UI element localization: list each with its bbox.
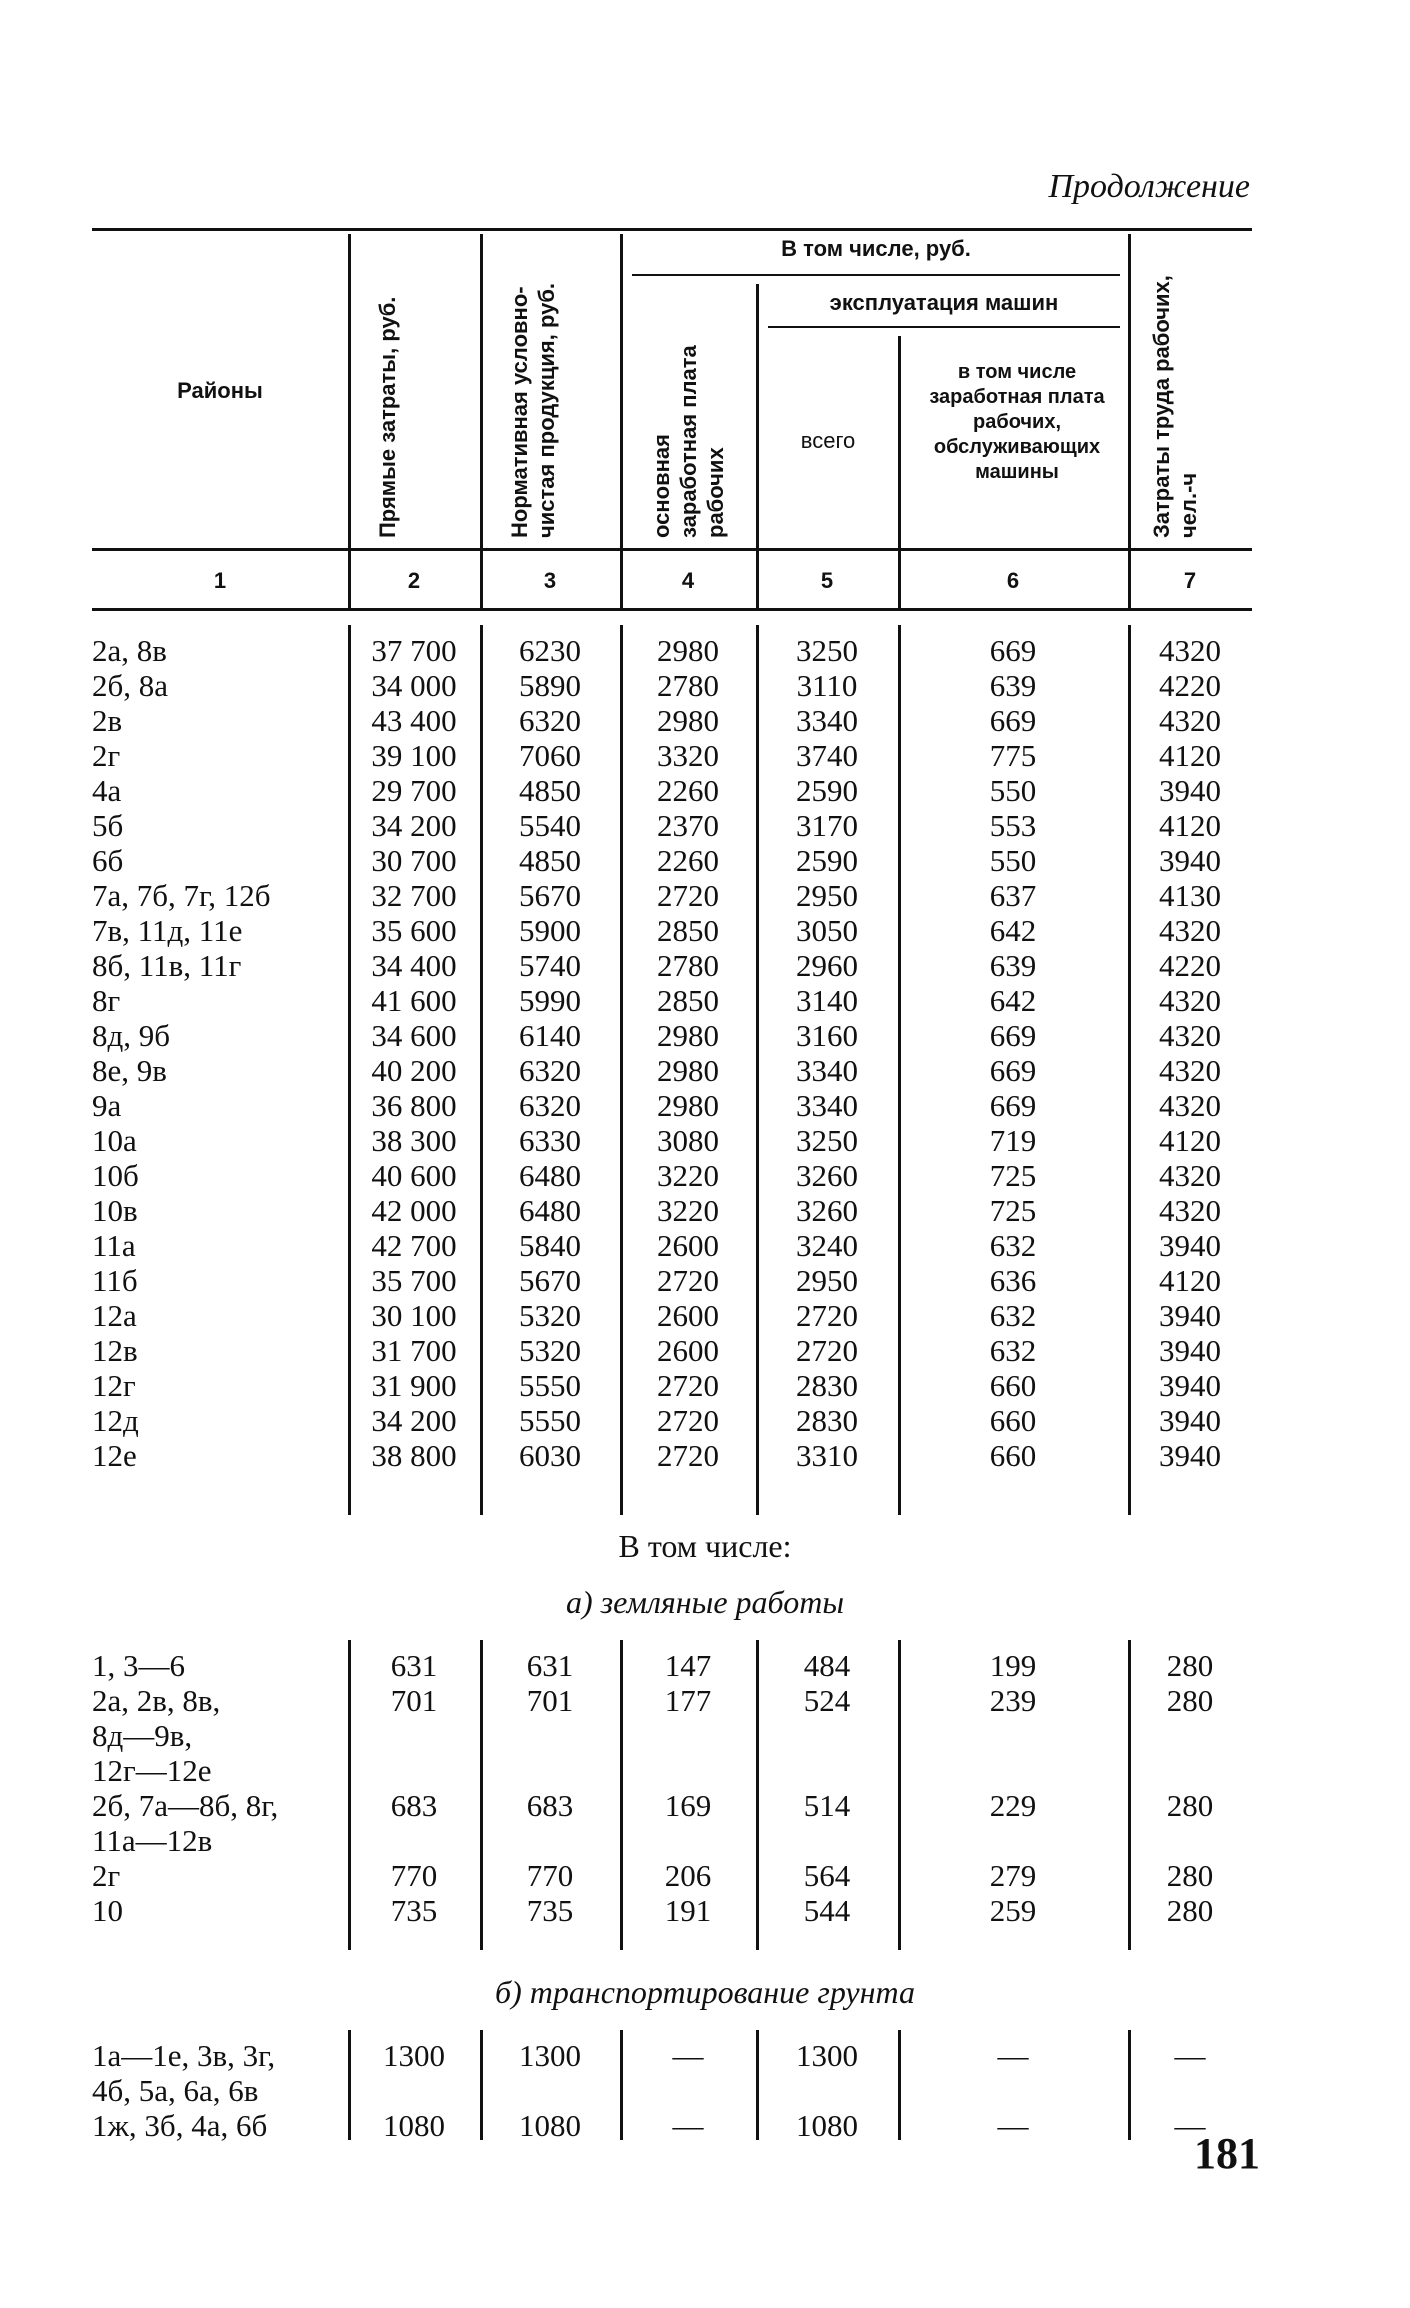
value-cell: 30 100 (371, 1298, 457, 1333)
region-cell: 12а (92, 1298, 137, 1333)
value-cell: 3940 (1159, 773, 1221, 808)
value-cell: 6480 (519, 1193, 581, 1228)
value-cell: 3250 (796, 1123, 858, 1158)
region-cell: 12е (92, 1438, 137, 1473)
region-cell: 11а (92, 1228, 136, 1263)
column-number: 6 (1006, 568, 1020, 593)
value-cell: 3940 (1159, 1228, 1221, 1263)
value-cell: 3050 (796, 913, 858, 948)
value-cell: 6230 (519, 633, 581, 668)
value-cell: 3740 (796, 738, 858, 773)
value-cell: 2850 (657, 983, 719, 1018)
column-number: 3 (543, 568, 557, 593)
value-cell: 280 (1166, 1683, 1214, 1718)
value-cell: 735 (390, 1893, 438, 1928)
value-cell: 4850 (519, 843, 581, 878)
region-cell: 2г (92, 1858, 121, 1893)
value-cell: 38 300 (371, 1123, 457, 1158)
column-number: 5 (820, 568, 834, 593)
value-cell: 6320 (519, 1053, 581, 1088)
value-cell: 2590 (796, 843, 858, 878)
value-cell: 3340 (796, 1053, 858, 1088)
value-cell: 35 700 (371, 1263, 457, 1298)
value-cell: 636 (989, 1263, 1037, 1298)
table-row (92, 1053, 1252, 1088)
value-cell: 280 (1166, 1858, 1214, 1893)
value-cell: 2780 (657, 668, 719, 703)
value-cell: 3220 (657, 1193, 719, 1228)
header-group: В том числе, руб. (781, 236, 971, 261)
value-cell: 3310 (796, 1438, 858, 1473)
value-cell: 2830 (796, 1403, 858, 1438)
value-cell: 31 700 (371, 1333, 457, 1368)
value-cell: 199 (989, 1648, 1037, 1683)
header-net-product: Нормативная условно-чистая продукция, руб. (507, 282, 559, 538)
header-machine-operation: эксплуатация машин (829, 290, 1059, 315)
value-cell: 524 (803, 1683, 851, 1718)
region-cell: 8д—9в, (92, 1718, 193, 1753)
value-cell: 735 (526, 1893, 574, 1928)
value-cell: 3260 (796, 1158, 858, 1193)
value-cell: 660 (989, 1403, 1037, 1438)
value-cell: 683 (390, 1788, 438, 1823)
value-cell: 4120 (1159, 1263, 1221, 1298)
region-cell: 10б (92, 1158, 139, 1193)
value-cell: 3940 (1159, 1368, 1221, 1403)
value-cell: 4320 (1159, 983, 1221, 1018)
value-cell: 5550 (519, 1368, 581, 1403)
table-row (92, 1263, 1252, 1298)
region-cell: 11б (92, 1263, 138, 1298)
value-cell: 3340 (796, 1088, 858, 1123)
region-cell: 7а, 7б, 7г, 12б (92, 878, 271, 913)
value-cell: 642 (989, 913, 1037, 948)
value-cell: 2600 (657, 1298, 719, 1333)
value-cell: 42 700 (371, 1228, 457, 1263)
region-cell: 4а (92, 773, 122, 808)
header-operator-wage: в том числе заработная плата рабочих, обслуживающих машины (929, 361, 1105, 483)
value-cell: 5990 (519, 983, 581, 1018)
value-cell: 147 (664, 1648, 712, 1683)
value-cell: 632 (989, 1298, 1037, 1333)
value-cell: 775 (989, 738, 1037, 773)
value-cell: 4320 (1159, 1158, 1221, 1193)
including-label: В том числе: (618, 1528, 792, 1564)
group-rule (632, 274, 1120, 276)
value-cell: 2720 (796, 1333, 858, 1368)
value-cell: 1080 (519, 2108, 581, 2143)
value-cell: 280 (1166, 1893, 1214, 1928)
value-cell: 169 (664, 1788, 712, 1823)
header-divider (620, 234, 623, 610)
value-cell: 5840 (519, 1228, 581, 1263)
value-cell: 43 400 (371, 703, 457, 738)
value-cell: 6330 (519, 1123, 581, 1158)
table-row (92, 808, 1252, 843)
value-cell: 642 (989, 983, 1037, 1018)
region-cell: 7в, 11д, 11е (92, 913, 243, 948)
column-number: 1 (213, 568, 227, 593)
value-cell: 639 (989, 668, 1037, 703)
value-cell: 6320 (519, 703, 581, 738)
region-cell: 2а, 8в (92, 633, 167, 668)
value-cell: 660 (989, 1368, 1037, 1403)
value-cell: 2720 (657, 1403, 719, 1438)
value-cell: 42 000 (371, 1193, 457, 1228)
region-cell: 2г (92, 738, 121, 773)
column-number: 2 (407, 568, 421, 593)
value-cell: 4320 (1159, 1018, 1221, 1053)
value-cell: 1080 (796, 2108, 858, 2143)
value-cell: 725 (989, 1158, 1037, 1193)
value-cell: 564 (803, 1858, 851, 1893)
region-cell: 8г (92, 983, 121, 1018)
value-cell: — (1174, 2108, 1206, 2143)
value-cell: 279 (989, 1858, 1037, 1893)
value-cell: 3940 (1159, 1438, 1221, 1473)
table-row (92, 703, 1252, 738)
value-cell: 6320 (519, 1088, 581, 1123)
value-cell: 34 000 (371, 668, 457, 703)
table-row (92, 773, 1252, 808)
subgroup-rule (768, 326, 1120, 328)
region-cell: 12в (92, 1333, 138, 1368)
header-divider (480, 234, 483, 610)
region-cell: 10в (92, 1193, 138, 1228)
header-total: всего (800, 428, 856, 453)
value-cell: 1300 (383, 2038, 445, 2073)
header-labor-costs: Затраты труда рабочих, чел.-ч (1149, 275, 1201, 538)
region-cell: 12г (92, 1368, 136, 1403)
region-cell: 2в (92, 703, 123, 738)
value-cell: 2980 (657, 703, 719, 738)
value-cell: 37 700 (371, 633, 457, 668)
region-cell: 1а—1е, 3в, 3г, (92, 2038, 276, 2073)
value-cell: 5900 (519, 913, 581, 948)
value-cell: 669 (989, 633, 1037, 668)
value-cell: 550 (989, 773, 1037, 808)
header-direct-costs: Прямые затраты, руб. (375, 296, 400, 538)
table-header (92, 228, 1252, 610)
region-cell: 2б, 8а (92, 668, 169, 703)
value-cell: 38 800 (371, 1438, 457, 1473)
region-cell: 8б, 11в, 11г (92, 948, 242, 983)
value-cell: 2950 (796, 1263, 858, 1298)
value-cell: 35 600 (371, 913, 457, 948)
value-cell: 5320 (519, 1333, 581, 1368)
value-cell: 632 (989, 1228, 1037, 1263)
region-cell: 1ж, 3б, 4а, 6б (92, 2108, 268, 2143)
table-row (92, 1718, 1252, 1753)
table-row (92, 1823, 1252, 1858)
header-rule (92, 548, 1252, 551)
value-cell: 2260 (657, 773, 719, 808)
value-cell: 770 (390, 1858, 438, 1893)
value-cell: 2950 (796, 878, 858, 913)
table-row (92, 1788, 1252, 1823)
value-cell: 206 (664, 1858, 712, 1893)
value-cell: 4130 (1159, 878, 1221, 913)
table-row (92, 1858, 1252, 1893)
value-cell: 39 100 (371, 738, 457, 773)
header-regions: Районы (177, 378, 263, 403)
value-cell: — (997, 2108, 1029, 2143)
value-cell: 4320 (1159, 703, 1221, 738)
value-cell: 3170 (796, 808, 858, 843)
region-cell: 6б (92, 843, 124, 878)
value-cell: 4120 (1159, 738, 1221, 773)
value-cell: 3940 (1159, 1403, 1221, 1438)
value-cell: 4320 (1159, 633, 1221, 668)
value-cell: 4320 (1159, 1053, 1221, 1088)
value-cell: 4320 (1159, 913, 1221, 948)
table-row (92, 843, 1252, 878)
value-cell: 553 (989, 808, 1037, 843)
table-row (92, 2108, 1252, 2143)
table-row (92, 913, 1252, 948)
table-row (92, 633, 1252, 668)
value-cell: 2260 (657, 843, 719, 878)
value-cell: 36 800 (371, 1088, 457, 1123)
region-cell: 9а (92, 1088, 122, 1123)
value-cell: — (672, 2038, 704, 2073)
table-row (92, 1088, 1252, 1123)
value-cell: 34 200 (371, 1403, 457, 1438)
value-cell: 280 (1166, 1788, 1214, 1823)
value-cell: 544 (803, 1893, 851, 1928)
value-cell: 2980 (657, 1053, 719, 1088)
value-cell: 6140 (519, 1018, 581, 1053)
value-cell: 3220 (657, 1158, 719, 1193)
column-number: 4 (681, 568, 695, 593)
table-row (92, 2038, 1252, 2073)
value-cell: 1300 (796, 2038, 858, 2073)
value-cell: 2980 (657, 1018, 719, 1053)
value-cell: 484 (803, 1648, 851, 1683)
value-cell: 683 (526, 1788, 574, 1823)
table-row (92, 1438, 1252, 1473)
value-cell: 631 (390, 1648, 438, 1683)
value-cell: 2780 (657, 948, 719, 983)
header-divider (348, 234, 351, 610)
value-cell: 191 (664, 1893, 712, 1928)
header-divider (756, 284, 759, 610)
value-cell: 2600 (657, 1228, 719, 1263)
value-cell: 3110 (796, 668, 858, 703)
value-cell: 31 900 (371, 1368, 457, 1403)
value-cell: 239 (989, 1683, 1037, 1718)
value-cell: 639 (989, 948, 1037, 983)
table-row (92, 1648, 1252, 1683)
value-cell: 5670 (519, 878, 581, 913)
value-cell: 3320 (657, 738, 719, 773)
value-cell: 29 700 (371, 773, 457, 808)
value-cell: 701 (390, 1683, 438, 1718)
value-cell: 701 (526, 1683, 574, 1718)
region-cell: 10а (92, 1123, 137, 1158)
value-cell: 770 (526, 1858, 574, 1893)
top-rule (92, 228, 1252, 231)
value-cell: 2960 (796, 948, 858, 983)
value-cell: 5550 (519, 1403, 581, 1438)
value-cell: 1300 (519, 2038, 581, 2073)
earthworks-table (92, 1640, 1252, 1950)
header-divider (1128, 234, 1131, 610)
main-table-body (92, 625, 1252, 1515)
value-cell: 32 700 (371, 878, 457, 913)
value-cell: 3240 (796, 1228, 858, 1263)
region-cell: 4б, 5а, 6а, 6в (92, 2073, 259, 2108)
table-row (92, 1368, 1252, 1403)
region-cell: 2а, 2в, 8в, (92, 1683, 221, 1718)
value-cell: 3260 (796, 1193, 858, 1228)
value-cell: — (672, 2108, 704, 2143)
value-cell: 5890 (519, 668, 581, 703)
table-row (92, 1753, 1252, 1788)
column-number: 7 (1183, 568, 1197, 593)
region-cell: 5б (92, 808, 124, 843)
section-a-title: а) земляные работы (566, 1584, 844, 1620)
value-cell: 2590 (796, 773, 858, 808)
table-row (92, 1018, 1252, 1053)
table-row (92, 1123, 1252, 1158)
value-cell: 3340 (796, 703, 858, 738)
value-cell: 2600 (657, 1333, 719, 1368)
table-row (92, 983, 1252, 1018)
table-row (92, 1158, 1252, 1193)
table-row (92, 1193, 1252, 1228)
value-cell: — (997, 2038, 1029, 2073)
region-cell: 10 (92, 1893, 123, 1928)
value-cell: 4220 (1159, 668, 1221, 703)
value-cell: 725 (989, 1193, 1037, 1228)
value-cell: 4320 (1159, 1193, 1221, 1228)
value-cell: 669 (989, 1053, 1037, 1088)
value-cell: 632 (989, 1333, 1037, 1368)
value-cell: 40 600 (371, 1158, 457, 1193)
value-cell: 4220 (1159, 948, 1221, 983)
value-cell: 30 700 (371, 843, 457, 878)
table-row (92, 1228, 1252, 1263)
value-cell: 5540 (519, 808, 581, 843)
header-base-wage: основная заработная плата рабочих (649, 345, 728, 538)
soil-transport-table (92, 2030, 1252, 2143)
value-cell: 719 (989, 1123, 1037, 1158)
region-cell: 12г—12е (92, 1753, 212, 1788)
value-cell: 4320 (1159, 1088, 1221, 1123)
value-cell: 2720 (796, 1298, 858, 1333)
value-cell: 3940 (1159, 1333, 1221, 1368)
value-cell: 2720 (657, 1263, 719, 1298)
value-cell: 514 (803, 1788, 851, 1823)
value-cell: 631 (526, 1648, 574, 1683)
value-cell: 3250 (796, 633, 858, 668)
value-cell: 6480 (519, 1158, 581, 1193)
value-cell: 2980 (657, 633, 719, 668)
continuation-label: Продолжение (1048, 168, 1250, 205)
table-row (92, 948, 1252, 983)
value-cell: 2720 (657, 878, 719, 913)
value-cell: 4120 (1159, 1123, 1221, 1158)
table-row (92, 2073, 1252, 2108)
value-cell: 3160 (796, 1018, 858, 1053)
value-cell: 3940 (1159, 1298, 1221, 1333)
value-cell: 669 (989, 1018, 1037, 1053)
region-cell: 8е, 9в (92, 1053, 167, 1088)
table-row (92, 738, 1252, 773)
value-cell: 5320 (519, 1298, 581, 1333)
region-cell: 11а—12в (92, 1823, 213, 1858)
value-cell: 550 (989, 843, 1037, 878)
region-cell: 2б, 7а—8б, 8г, (92, 1788, 279, 1823)
value-cell: 4120 (1159, 808, 1221, 843)
table-row (92, 1298, 1252, 1333)
value-cell: 669 (989, 1088, 1037, 1123)
value-cell: 660 (989, 1438, 1037, 1473)
region-cell: 8д, 9б (92, 1018, 171, 1053)
value-cell: 177 (664, 1683, 712, 1718)
value-cell: 1080 (383, 2108, 445, 2143)
value-cell: 3080 (657, 1123, 719, 1158)
table-row (92, 878, 1252, 913)
value-cell: 637 (989, 878, 1037, 913)
table-row (92, 1333, 1252, 1368)
value-cell: 34 400 (371, 948, 457, 983)
value-cell: 280 (1166, 1648, 1214, 1683)
value-cell: 2720 (657, 1368, 719, 1403)
table-row (92, 668, 1252, 703)
value-cell: 3940 (1159, 843, 1221, 878)
value-cell: 2720 (657, 1438, 719, 1473)
value-cell: 229 (989, 1788, 1037, 1823)
table-row (92, 1893, 1252, 1928)
value-cell: 7060 (519, 738, 581, 773)
value-cell: 3140 (796, 983, 858, 1018)
value-cell: 34 200 (371, 808, 457, 843)
value-cell: 2850 (657, 913, 719, 948)
table-row (92, 1403, 1252, 1438)
region-cell: 12д (92, 1403, 139, 1438)
value-cell: 40 200 (371, 1053, 457, 1088)
table-row (92, 1683, 1252, 1718)
value-cell: — (1174, 2038, 1206, 2073)
value-cell: 259 (989, 1893, 1037, 1928)
value-cell: 6030 (519, 1438, 581, 1473)
section-b-title: б) транспортирование грунта (494, 1974, 915, 2010)
number-rule (92, 608, 1252, 611)
value-cell: 41 600 (371, 983, 457, 1018)
value-cell: 2830 (796, 1368, 858, 1403)
value-cell: 34 600 (371, 1018, 457, 1053)
value-cell: 669 (989, 703, 1037, 738)
value-cell: 5670 (519, 1263, 581, 1298)
page-number: 181 (1194, 2129, 1260, 2178)
region-cell: 1, 3—6 (92, 1648, 185, 1683)
value-cell: 2980 (657, 1088, 719, 1123)
value-cell: 4850 (519, 773, 581, 808)
value-cell: 5740 (519, 948, 581, 983)
value-cell: 2370 (657, 808, 719, 843)
